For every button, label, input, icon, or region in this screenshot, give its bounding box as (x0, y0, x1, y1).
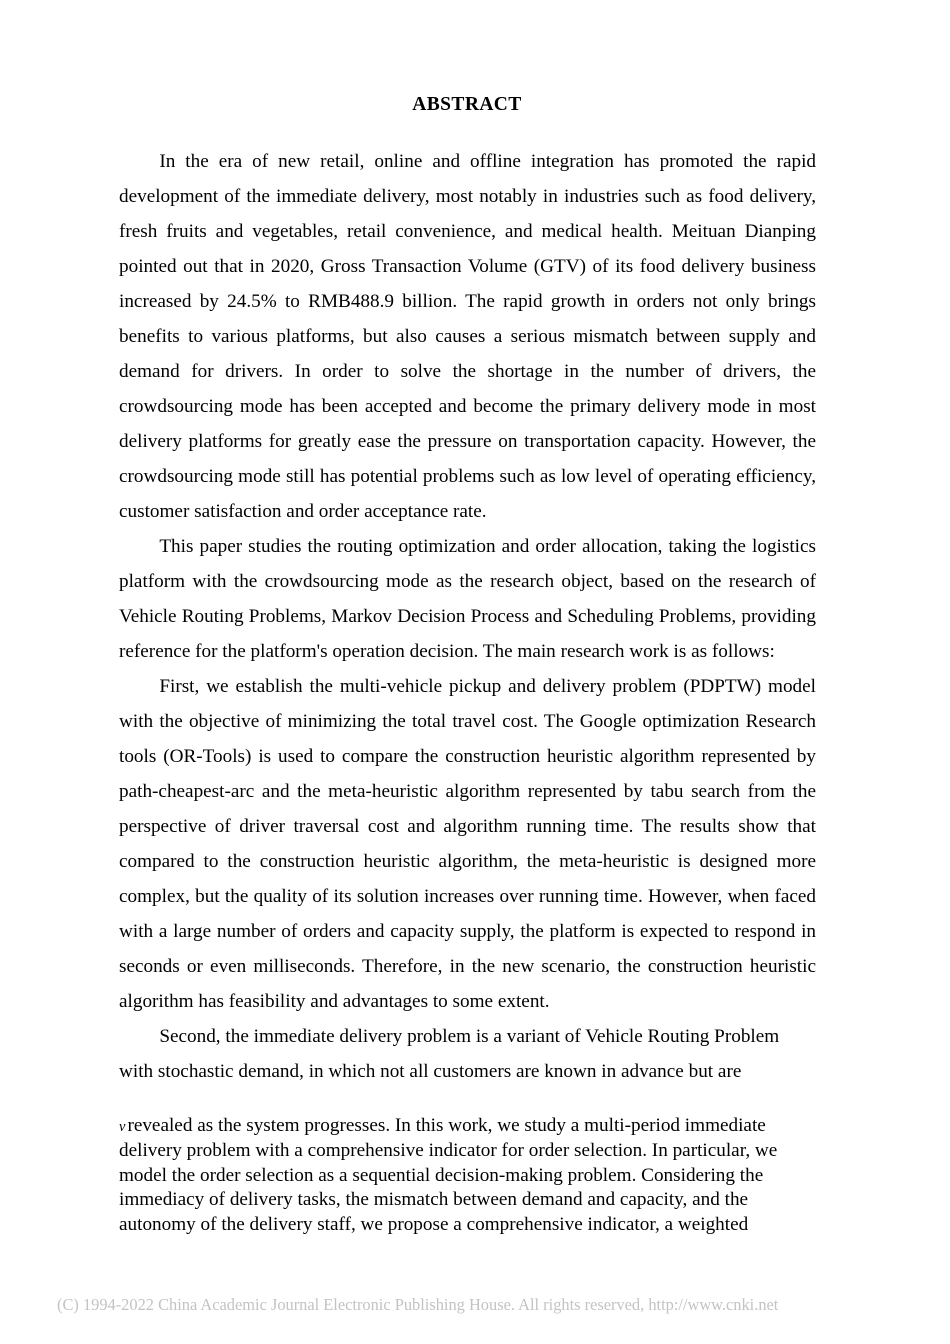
abstract-body (119, 144, 816, 1089)
paragraph-1: In the era of new retail, online and offline integration has promoted the rapid development of the immediate delivery, most notably in industries such as food delivery, fresh fruits and vegetables, retail convenience, and medical health. Meituan Dianping pointed out that in 2020, Gross Transaction Volume (GTV) of its food delivery business increased by 24.5% to RMB488.9 billion. The rapid growth in orders not only brings benefits to various platforms, but also causes a serious mismatch between supply and demand for drivers. In order to solve the shortage in the number of drivers, the crowdsourcing mode has been accepted and become the primary delivery mode in most delivery platforms for greatly ease the pressure on transportation capacity. However, the crowdsourcing mode still has potential problems such as low level of operating efficiency, customer satisfaction and order acceptance rate. (119, 151, 816, 522)
paragraph-4: Second, the immediate delivery problem is a variant of Vehicle Routing Problem with stochastic demand, in which not all customers are known in advance but are (119, 1026, 780, 1082)
copyright-footer: (C) 1994-2022 China Academic Journal Electronic Publishing House. All rights reserved, http://www.cnki.net (57, 1295, 779, 1314)
paragraph-2: This paper studies the routing optimization and order allocation, taking the logistics platform with the crowdsourcing mode as the research object, based on the research of Vehicle Routing Problems, Markov Decision Process and Scheduling Problems, providing reference for the platform's operation decision. The main research work is as follows: (119, 536, 816, 662)
page-number-marker: v (119, 1119, 126, 1135)
page-title: ABSTRACT (412, 94, 522, 115)
paragraph-3: First, we establish the multi-vehicle pickup and delivery problem (PDPTW) model with the objective of minimizing the total travel cost. The Google optimization Research tools (OR-Tools) is used to compare the construction heuristic algorithm represented by path-cheapest-arc and the meta-heuristic algorithm represented by tabu search from the perspective of driver traversal cost and algorithm running time. The results show that compared to the construction heuristic algorithm, the meta-heuristic is designed more complex, but the quality of its solution increases over running time. However, when faced with a large number of orders and capacity supply, the platform is expected to respond in seconds or even milliseconds. Therefore, in the new scenario, the construction heuristic algorithm has feasibility and advantages to some extent. (119, 676, 816, 1012)
continuation-text: revealed as the system progresses. In this work, we study a multi-period immediate delivery problem with a comprehensive indicator for order selection. In particular, we model the order selection as a sequential decision-making problem. Considering the immediacy of delivery tasks, the mismatch between demand and capacity, and the autonomy of the delivery staff, we propose a comprehensive indicator, a weighted (119, 1115, 778, 1235)
continuation-paragraph (119, 1114, 809, 1237)
abstract-continuation (119, 1114, 809, 1237)
